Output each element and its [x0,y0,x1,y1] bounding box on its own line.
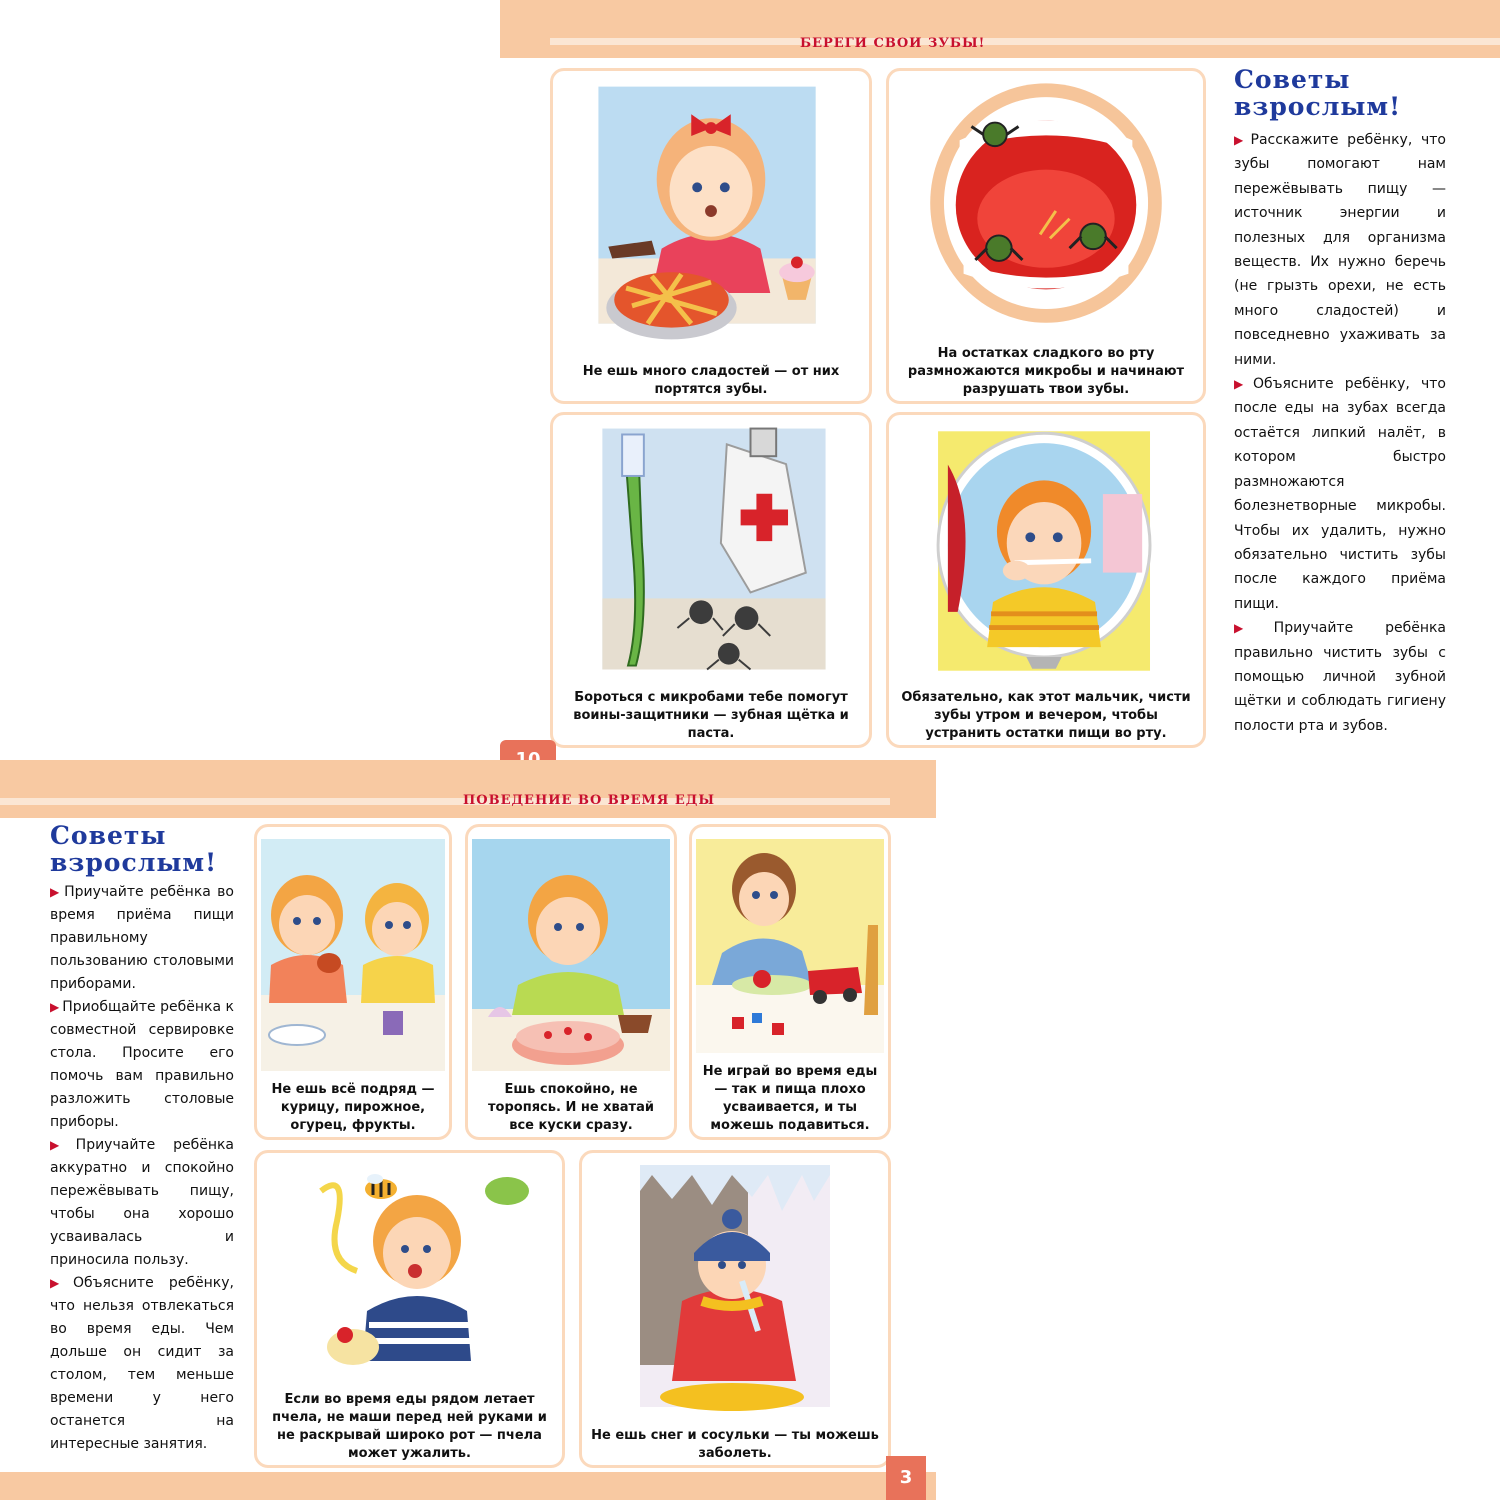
card-caption: Если во время еды рядом летает пчела, не маши перед ней руками и не раскрывай широко рот — пчела может ужалить. [272,1392,547,1461]
page-title: БЕРЕГИ СВОИ ЗУБЫ! [800,36,986,51]
bullet-icon: ▶ [50,1138,73,1152]
bullet-icon: ▶ [50,1000,60,1014]
bullet-icon: ▶ [1234,377,1250,392]
page-number: 3 [886,1456,926,1500]
header-strip [0,798,890,805]
child-icicle-illustration [582,1161,888,1411]
card-caption: На остатках сладкого во рту размножаются микробы и начинают разрушать твои зубы. [907,346,1185,397]
boy-brushing-illustration [889,423,1203,679]
header-strip [550,38,1500,45]
card-caption: Не играй во время еды — так и пища плохо усваивается, и ты можешь подавиться. [702,1064,878,1133]
advice-title: Советы взрослым! [50,821,218,877]
top-page [500,0,1500,787]
advice-item: ▶ Приучайте ребёнка аккуратно и спокойно пережёвывать пищу, чтобы она хорошо усваивалась и приносила пользу. [50,1137,235,1268]
illustration-card [550,68,872,404]
mouth-germs-illustration [889,79,1203,331]
bullet-icon: ▶ [1234,621,1271,636]
bee-boy-illustration [257,1161,562,1383]
illustration-card [579,1150,891,1468]
advice-item: ▶ Приучайте ребёнка правильно чистить зубы с помощью личной зубной щётки и соблюдать гигиену полости рта и зубов. [1234,620,1447,734]
advice-item: ▶ Объясните ребёнку, что после еды на зубах всегда остаётся липкий налёт, в котором быстро размножаются болезнетворные микробы. Чтобы их удалить, нужно обязательно чистить зубы после каждого приёма пищи. [1234,376,1447,612]
toothbrush-paste-illustration [553,423,869,679]
card-caption: Ешь спокойно, не торопясь. И не хватай все куски сразу. [488,1082,654,1133]
header-band [0,760,936,818]
advice-list [1234,128,1446,738]
bottom-page [0,760,936,1500]
card-caption: Бороться с микробами тебе помогут воины-защитники — зубная щётка и паста. [573,690,849,741]
card-caption: Не ешь всё подряд — курицу, пирожное, огурец, фрукты. [271,1082,435,1133]
illustration-card [886,68,1206,404]
illustration-card [689,824,891,1140]
advice-item: ▶ Приобщайте ребёнка к совместной сервировке стола. Просите его помочь вам правильно разложить столовые приборы. [50,999,235,1130]
girl-sweets-illustration [553,79,869,349]
bullet-icon: ▶ [1234,133,1248,147]
advice-item: ▶ Приучайте ребёнка во время приёма пищи правильному пользованию столовыми приборами. [50,884,234,992]
boy-playing-illustration [692,835,888,1057]
boy-cake-illustration [468,835,674,1075]
header-band [500,0,1500,58]
card-caption: Не ешь снег и сосульки — ты можешь заболеть. [591,1428,879,1461]
card-caption: Обязательно, как этот мальчик, чисти зубы утром и вечером, чтобы устранить остатки пищи во рту. [901,690,1191,741]
bullet-icon: ▶ [50,885,62,899]
illustration-card [465,824,677,1140]
illustration-card [254,824,452,1140]
footer-band [0,1472,936,1500]
advice-title: Советы взрослым! [1234,65,1402,121]
advice-list [50,881,234,1456]
card-caption: Не ешь много сладостей — от них портятся зубы. [582,364,840,397]
page-title: ПОВЕДЕНИЕ ВО ВРЕМЯ ЕДЫ [463,793,715,808]
illustration-card [254,1150,565,1468]
advice-item: ▶ Объясните ребёнку, что нельзя отвлекаться во время еды. Чем дольше он сидит за столом, тем меньше времени у него останется на интересные занятия. [50,1275,234,1452]
bullet-icon: ▶ [50,1276,70,1290]
illustration-card [886,412,1206,748]
advice-item: ▶ Расскажите ребёнку, что зубы помогают нам пережёвывать пищу — источник энергии и полезных для организма веществ. Их нужно беречь (не грызть орехи, не есть много сладостей) и повседневно ухаживать за ними. [1234,132,1446,368]
kids-eating-illustration [257,835,449,1075]
illustration-card [550,412,872,748]
